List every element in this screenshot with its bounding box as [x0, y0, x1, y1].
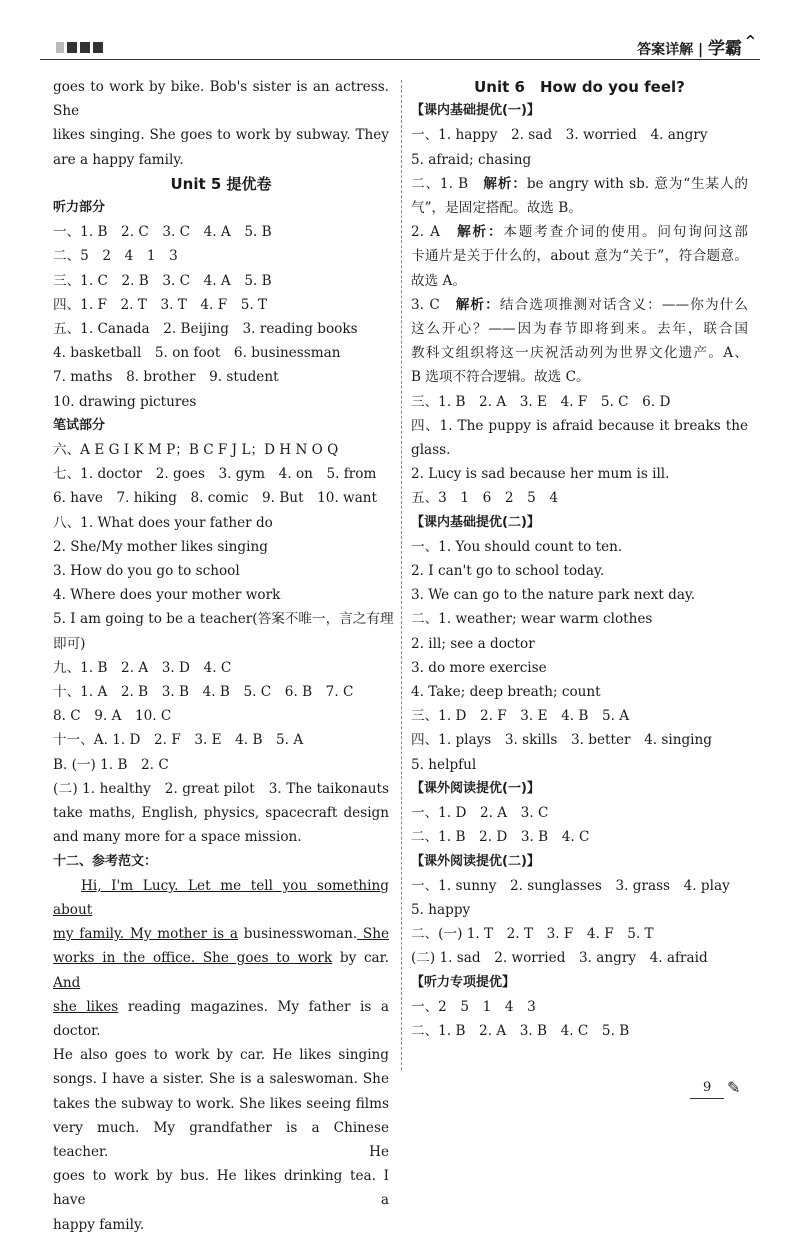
answer-line: take maths, English, physics, spacecraft design	[53, 805, 389, 822]
cap-icon: ⌃	[742, 32, 758, 53]
essay-line: works in the office. She goes to work by car. And	[53, 950, 389, 991]
essay-line: takes the subway to work. She likes seeing films	[53, 1095, 389, 1112]
answer-line: 七、1. doctor 2. goes 3. gym 4. on 5. from	[53, 466, 377, 483]
answer-line: (二) 1. sad 2. worried 3. angry 4. afraid	[411, 950, 708, 967]
essay-line: He also goes to work by car. He likes singing	[53, 1047, 389, 1064]
answer-line: 卡通片是关于什么的，about 意为“关于”，符合题意。	[411, 248, 748, 265]
answer-line: 这么开心？——因为春节即将到来。去年，联合国	[411, 321, 748, 338]
section-heading: 【课外阅读提优(二)】	[411, 853, 540, 869]
answer-line: 二、(一) 1. T 2. T 3. F 4. F 5. T	[411, 926, 654, 943]
left-column	[53, 75, 394, 1237]
answer-line: 3. How do you go to school	[53, 563, 240, 580]
answer-line: 5. afraid; chasing	[411, 151, 532, 168]
essay-line: happy family.	[53, 1216, 145, 1233]
listening-heading: 听力部分	[53, 200, 106, 216]
answer-line: 五、3 1 6 2 5 4	[411, 490, 559, 507]
answer-line: 5. happy	[411, 901, 471, 918]
right-column	[411, 75, 748, 1043]
answer-line: 2. She/My mother likes singing	[53, 538, 268, 555]
essay-line: Hi, I'm Lucy. Let me tell you something about	[53, 877, 389, 918]
answer-line: 5. helpful	[411, 756, 477, 773]
answer-line: 3. do more exercise	[411, 659, 547, 676]
answer-line: 故选 A。	[411, 272, 466, 289]
answer-line: 2. ill; see a doctor	[411, 635, 535, 652]
answer-line: 一、1. B 2. C 3. C 4. A 5. B	[53, 224, 272, 241]
unit5-title: Unit 5 提优卷	[170, 174, 272, 193]
page-header	[40, 30, 760, 60]
intro-line: goes to work by bike. Bob's sister is an actress. She	[53, 79, 389, 120]
answer-line: 四、1. The puppy is afraid because it breaks the	[411, 417, 748, 434]
pencil-icon: ✎	[727, 1078, 741, 1097]
answer-line: 8. C 9. A 10. C	[53, 708, 172, 725]
answer-line: 二、1. B 解析：be angry with sb. 意为“生某人的	[411, 175, 749, 192]
unit6-title: Unit 6 How do you feel?	[474, 78, 685, 96]
answer-line: 4. Take; deep breath; count	[411, 684, 601, 701]
answer-line: 一、1. D 2. A 3. C	[411, 805, 549, 822]
header-brand: 学霸	[708, 39, 742, 59]
header-rule	[40, 59, 760, 60]
answer-line: 4. Where does your mother work	[53, 587, 281, 604]
answer-line: 四、1. F 2. T 3. T 4. F 5. T	[53, 296, 268, 313]
answer-line: 5. I am going to be a teacher(答案不唯一，言之有理	[53, 611, 394, 628]
answer-line: 二、1. B 2. D 3. B 4. C	[411, 829, 590, 846]
answer-line: 十一、A. 1. D 2. F 3. E 4. B 5. A	[53, 732, 304, 749]
answer-line: 气”，是固定搭配。故选 B。	[411, 200, 582, 217]
answer-line: 3. C 解析：结合选项推测对话含义：——你为什么	[411, 296, 749, 313]
answer-line: glass.	[411, 442, 451, 459]
essay-heading: 十二、参考范文：	[53, 853, 158, 869]
answer-line: 二、1. B 2. A 3. B 4. C 5. B	[411, 1022, 630, 1039]
answer-line: B. (一) 1. B 2. C	[53, 756, 169, 773]
answer-line: 一、1. sunny 2. sunglasses 3. grass 4. play	[411, 877, 730, 894]
answer-line: 八、1. What does your father do	[53, 514, 273, 531]
writing-heading: 笔试部分	[53, 417, 106, 433]
answer-line: 2. A 解析：本题考查介词的使用。问句询问这部	[411, 224, 749, 241]
essay-line: very much. My grandfather is a Chinese teacher. He	[53, 1119, 389, 1160]
answer-line: B 选项不符合逻辑。故选 C。	[411, 369, 590, 386]
answer-line: 3. We can go to the nature park next day.	[411, 587, 696, 604]
page-number: 9	[703, 1080, 712, 1095]
intro-line: are a happy family.	[53, 151, 184, 168]
essay-line: goes to work by bus. He likes drinking tea. I have a	[53, 1168, 389, 1209]
answer-line: 一、1. You should count to ten.	[411, 538, 623, 555]
answer-line: 三、1. C 2. B 3. C 4. A 5. B	[53, 272, 272, 289]
section-heading: 【课内基础提优(二)】	[411, 514, 540, 530]
intro-line: likes singing. She goes to work by subway. They	[53, 127, 389, 144]
answer-line: 五、1. Canada 2. Beijing 3. reading books	[53, 321, 358, 338]
answer-line: 四、1. plays 3. skills 3. better 4. singing	[411, 732, 712, 749]
answer-line: 即可)	[53, 635, 86, 652]
answer-line: 三、1. B 2. A 3. E 4. F 5. C 6. D	[411, 393, 671, 410]
answer-line: 十、1. A 2. B 3. B 4. B 5. C 6. B 7. C	[53, 684, 354, 701]
section-heading: 【课外阅读提优(一)】	[411, 780, 540, 796]
essay-line: my family. My mother is a businesswoman. She	[53, 926, 389, 943]
header-title: 答案详解 | 学霸	[637, 39, 742, 59]
answer-line: 6. have 7. hiking 8. comic 9. But 10. want	[53, 490, 378, 507]
answer-line: 2. I can't go to school today.	[411, 563, 605, 580]
essay-line: songs. I have a sister. She is a saleswoman. She	[53, 1071, 389, 1088]
answer-line: 教科文组织将这一庆祝活动列为世界文化遗产。A、	[411, 345, 748, 362]
answer-line: 二、5 2 4 1 3	[53, 248, 178, 265]
answer-line: 二、1. weather; wear warm clothes	[411, 611, 653, 628]
answer-line: 7. maths 8. brother 9. student	[53, 369, 279, 386]
answer-line: 一、2 5 1 4 3	[411, 998, 536, 1015]
section-heading: 【课内基础提优(一)】	[411, 103, 540, 119]
answer-line: 三、1. D 2. F 3. E 4. B 5. A	[411, 708, 630, 725]
answer-line: 2. Lucy is sad because her mum is ill.	[411, 466, 670, 483]
answer-line: 六、A E G I K M P；B C F J L；D H N O Q	[53, 442, 339, 459]
header-label: 答案详解	[637, 42, 694, 58]
answer-line: 九、1. B 2. A 3. D 4. C	[53, 659, 232, 676]
column-divider	[401, 80, 402, 1070]
footer-rule	[690, 1098, 724, 1099]
essay-line: she likes reading magazines. My father is a doctor.	[53, 998, 389, 1039]
answer-line: and many more for a space mission.	[53, 829, 302, 846]
header-decoration	[56, 42, 103, 53]
answer-line: 4. basketball 5. on foot 6. businessman	[53, 345, 341, 362]
section-heading: 【听力专项提优】	[411, 974, 516, 990]
answer-line: 10. drawing pictures	[53, 393, 197, 410]
answer-line: 一、1. happy 2. sad 3. worried 4. angry	[411, 127, 708, 144]
answer-line: (二) 1. healthy 2. great pilot 3. The taikonauts	[53, 780, 389, 797]
